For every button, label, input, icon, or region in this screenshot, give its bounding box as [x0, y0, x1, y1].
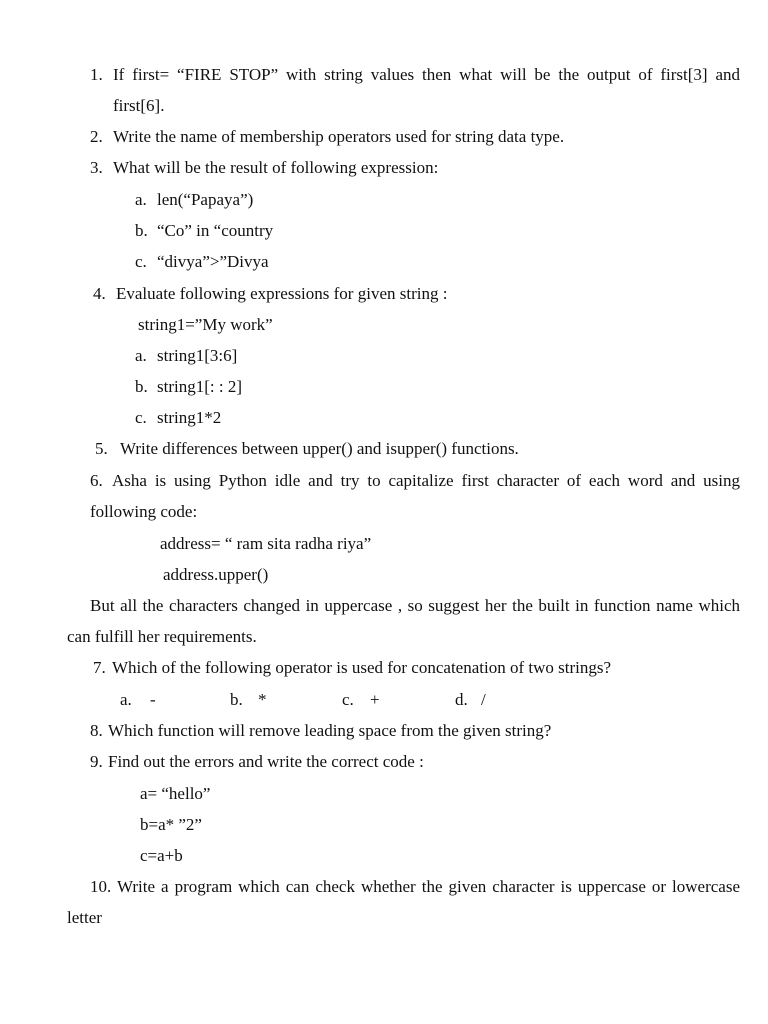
- question-9-text: Find out the errors and write the correct code :: [108, 752, 424, 771]
- question-9-code-line-2: b=a* ”2”: [140, 815, 202, 834]
- question-3-option-b-text: “Co” in “country: [157, 221, 274, 240]
- question-6-code-line-1: address= “ ram sita radha riya”: [160, 534, 372, 553]
- question-1-number: 1.: [90, 65, 103, 84]
- question-7-option-b-text: *: [258, 690, 267, 709]
- question-9-code-line-1: a= “hello”: [140, 784, 211, 803]
- question-7-option-c-text: +: [370, 690, 380, 709]
- question-4-option-a-label: a.: [135, 346, 147, 365]
- question-7-option-a-text: -: [150, 690, 156, 709]
- question-7-text: Which of the following operator is used for concatenation of two strings?: [112, 658, 612, 677]
- question-4-given-string: string1=”My work”: [138, 315, 273, 334]
- question-8-text: Which function will remove leading space from the given string?: [108, 721, 552, 740]
- question-7-option-d-label: d.: [455, 690, 468, 709]
- question-2-text: Write the name of membership operators used for string data type.: [113, 127, 565, 146]
- question-4-option-c-text: string1*2: [157, 408, 222, 427]
- question-1-text: If first= “FIRE STOP” with string values then what will be the output of first[3] and: [113, 65, 740, 84]
- question-8-number: 8.: [90, 721, 103, 740]
- question-7-number: 7.: [93, 658, 106, 677]
- question-1-text-continued: first[6].: [113, 96, 165, 115]
- question-10-text: Write a program which can check whether the given character is uppercase or lowercase: [117, 877, 740, 896]
- question-3-option-c-text: “divya”>”Divya: [157, 252, 269, 271]
- question-4-option-c-label: c.: [135, 408, 147, 427]
- question-3-option-c-label: c.: [135, 252, 147, 271]
- question-6-code-line-2: address.upper(): [163, 565, 269, 584]
- question-3-text: What will be the result of following expression:: [113, 158, 439, 177]
- question-3-option-b-label: b.: [135, 221, 148, 240]
- question-9-number: 9.: [90, 752, 103, 771]
- question-9-code-line-3: c=a+b: [140, 846, 183, 865]
- question-4-option-a-text: string1[3:6]: [157, 346, 238, 365]
- question-4-text: Evaluate following expressions for given string :: [116, 284, 448, 303]
- question-4-number: 4.: [93, 284, 106, 303]
- question-6-text-continued: following code:: [90, 502, 198, 521]
- question-7-option-d-text: /: [481, 690, 486, 709]
- question-7-option-b-label: b.: [230, 690, 243, 709]
- question-10-text-continued: letter: [67, 908, 102, 927]
- question-7-option-c-label: c.: [342, 690, 354, 709]
- question-2-number: 2.: [90, 127, 103, 146]
- question-6-paragraph: But all the characters changed in uppercase , so suggest her the built in function name which: [90, 596, 740, 615]
- question-4-option-b-text: string1[: : 2]: [157, 377, 242, 396]
- question-5-number: 5.: [95, 439, 108, 458]
- question-3-option-a-label: a.: [135, 190, 147, 209]
- question-10-number: 10.: [90, 877, 112, 896]
- question-3-option-a-text: len(“Papaya”): [157, 190, 254, 209]
- question-6-number: 6.: [90, 471, 103, 490]
- question-6-text: Asha is using Python idle and try to capitalize first character of each word and using: [112, 471, 740, 490]
- question-5-text: Write differences between upper() and isupper() functions.: [120, 439, 519, 458]
- question-7-option-a-label: a.: [120, 690, 132, 709]
- question-6-paragraph-continued: can fulfill her requirements.: [67, 627, 257, 646]
- question-3-number: 3.: [90, 158, 103, 177]
- question-4-option-b-label: b.: [135, 377, 148, 396]
